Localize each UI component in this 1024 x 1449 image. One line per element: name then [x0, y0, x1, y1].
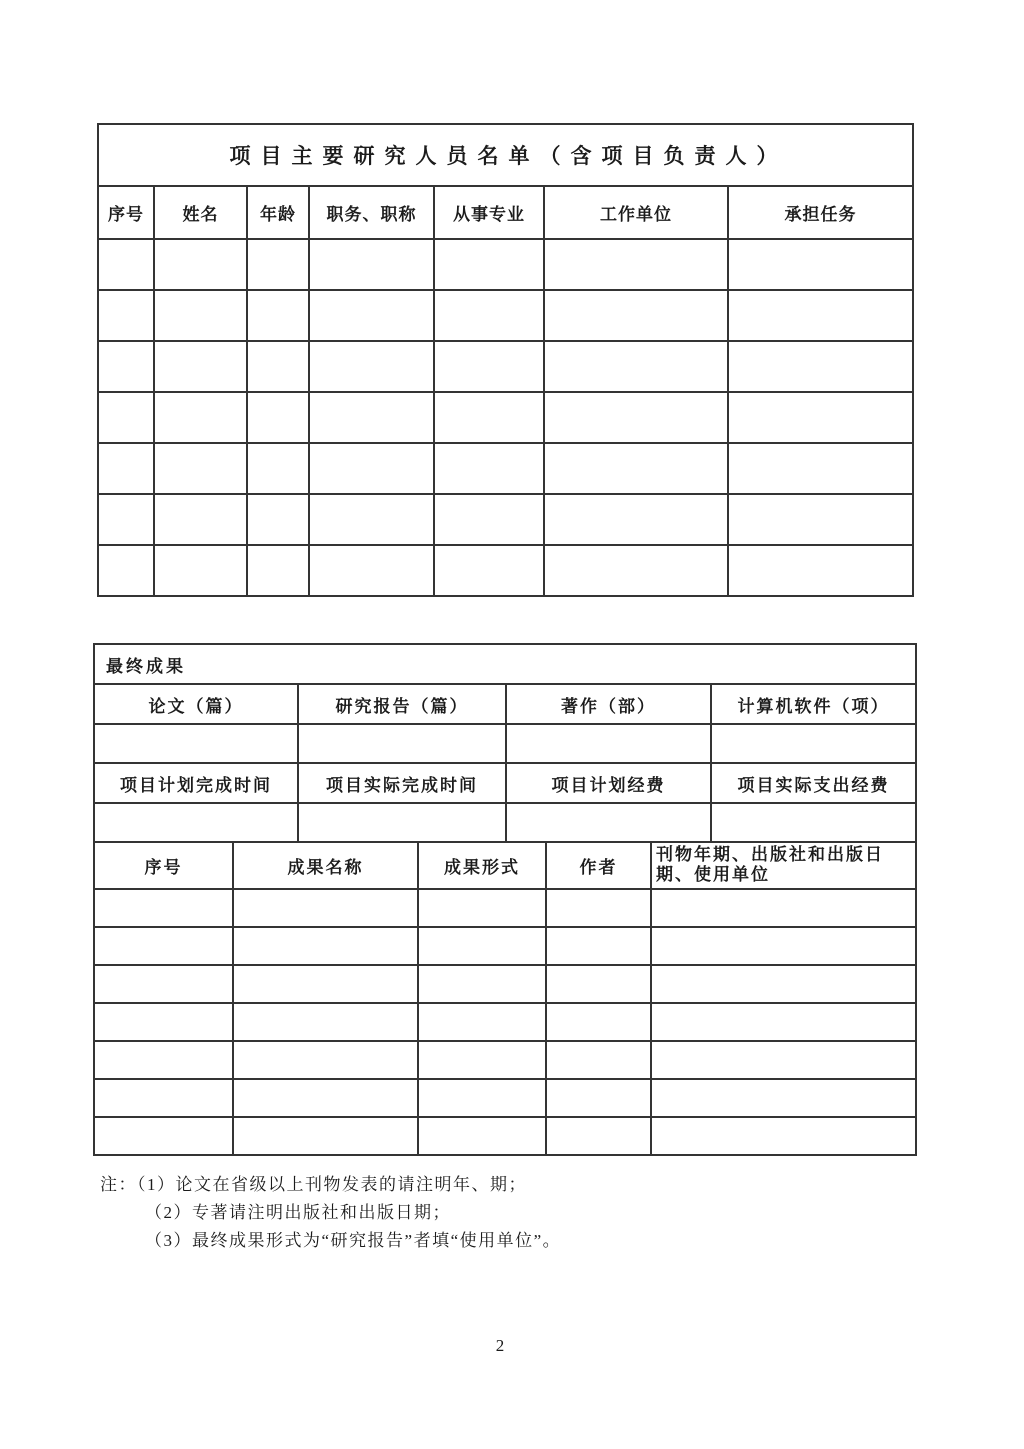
col-header-detail-index: 序号 [94, 842, 233, 889]
final-results-label-row [94, 644, 916, 684]
col-header-publication-info: 刊物年期、出版社和出版日期、使用单位 [651, 842, 916, 889]
output-value-row [94, 724, 916, 763]
empty-row [98, 392, 913, 443]
empty-cell [309, 494, 434, 545]
empty-cell [309, 290, 434, 341]
empty-cell [233, 1079, 418, 1117]
col-header-result-name: 成果名称 [233, 842, 418, 889]
empty-cell [728, 392, 913, 443]
empty-cell [418, 965, 546, 1003]
empty-cell [309, 443, 434, 494]
detail-header-row [94, 842, 916, 889]
empty-row [98, 443, 913, 494]
empty-cell [94, 965, 233, 1003]
empty-cell [247, 545, 309, 596]
col-header-name: 姓名 [154, 186, 247, 239]
empty-cell [247, 443, 309, 494]
col-header-index: 序号 [98, 186, 154, 239]
empty-cell [434, 239, 544, 290]
empty-cell [544, 443, 728, 494]
col-header-position: 职务、职称 [309, 186, 434, 239]
empty-cell [98, 494, 154, 545]
personnel-header-row [98, 186, 913, 239]
empty-cell [418, 1117, 546, 1155]
empty-cell [434, 392, 544, 443]
col-header-profession: 从事专业 [434, 186, 544, 239]
empty-cell [544, 545, 728, 596]
empty-cell [434, 494, 544, 545]
col-header-planned-finish: 项目计划完成时间 [94, 763, 298, 803]
empty-cell [154, 545, 247, 596]
empty-cell [711, 803, 916, 842]
empty-cell [544, 290, 728, 341]
empty-cell [233, 1003, 418, 1041]
empty-cell [94, 1003, 233, 1041]
empty-cell [94, 1079, 233, 1117]
empty-cell [651, 1003, 916, 1041]
empty-cell [418, 1003, 546, 1041]
col-header-actual-spend: 项目实际支出经费 [711, 763, 916, 803]
empty-cell [154, 494, 247, 545]
note-prefix: 注： [100, 1175, 137, 1194]
note-line-1 [100, 1171, 740, 1199]
empty-cell [154, 443, 247, 494]
empty-row [94, 1079, 916, 1117]
empty-cell [309, 239, 434, 290]
schedule-header-row [94, 763, 916, 803]
empty-cell [711, 724, 916, 763]
empty-cell [247, 239, 309, 290]
empty-cell [98, 290, 154, 341]
personnel-title-row [98, 124, 913, 186]
empty-cell [309, 341, 434, 392]
empty-cell [434, 545, 544, 596]
empty-cell [94, 927, 233, 965]
empty-cell [651, 1117, 916, 1155]
notes-block [100, 1171, 740, 1255]
note-item-1: （1）论文在省级以上刊物发表的请注明年、期； [137, 1175, 527, 1194]
empty-cell [546, 927, 651, 965]
empty-row [94, 1003, 916, 1041]
empty-cell [651, 927, 916, 965]
empty-cell [544, 341, 728, 392]
personnel-table-title: 项目主要研究人员名单（含项目负责人） [98, 124, 913, 186]
empty-cell [309, 545, 434, 596]
empty-cell [154, 341, 247, 392]
empty-cell [418, 1079, 546, 1117]
empty-cell [94, 1117, 233, 1155]
empty-cell [418, 1041, 546, 1079]
empty-cell [98, 392, 154, 443]
col-header-workunit: 工作单位 [544, 186, 728, 239]
empty-cell [546, 1003, 651, 1041]
empty-row [98, 239, 913, 290]
empty-cell [94, 889, 233, 927]
empty-cell [546, 965, 651, 1003]
col-header-reports: 研究报告（篇） [298, 684, 506, 724]
empty-row [94, 965, 916, 1003]
empty-cell [728, 494, 913, 545]
note-line-3: （3）最终成果形式为“研究报告”者填“使用单位”。 [145, 1231, 562, 1250]
empty-row [98, 290, 913, 341]
empty-cell [94, 1041, 233, 1079]
empty-cell [233, 1117, 418, 1155]
empty-cell [544, 494, 728, 545]
empty-cell [247, 392, 309, 443]
empty-cell [98, 545, 154, 596]
empty-cell [98, 443, 154, 494]
col-header-result-form: 成果形式 [418, 842, 546, 889]
empty-cell [434, 443, 544, 494]
empty-cell [506, 724, 711, 763]
empty-cell [728, 443, 913, 494]
empty-cell [247, 494, 309, 545]
empty-cell [651, 1041, 916, 1079]
personnel-table [97, 123, 914, 597]
empty-cell [247, 290, 309, 341]
empty-cell [154, 239, 247, 290]
output-header-row [94, 684, 916, 724]
empty-cell [154, 290, 247, 341]
schedule-value-row [94, 803, 916, 842]
empty-cell [233, 889, 418, 927]
col-header-planned-budget: 项目计划经费 [506, 763, 711, 803]
empty-cell [544, 239, 728, 290]
empty-row [98, 341, 913, 392]
empty-cell [728, 341, 913, 392]
empty-cell [94, 724, 298, 763]
empty-cell [506, 803, 711, 842]
empty-cell [233, 927, 418, 965]
empty-cell [546, 1117, 651, 1155]
empty-cell [98, 341, 154, 392]
col-header-actual-finish: 项目实际完成时间 [298, 763, 506, 803]
empty-cell [98, 239, 154, 290]
empty-cell [418, 927, 546, 965]
empty-cell [298, 724, 506, 763]
empty-cell [651, 889, 916, 927]
empty-row [94, 1041, 916, 1079]
empty-cell [651, 1079, 916, 1117]
note-line-2: （2）专著请注明出版社和出版日期； [145, 1203, 451, 1222]
empty-row [94, 927, 916, 965]
empty-cell [544, 392, 728, 443]
empty-cell [546, 889, 651, 927]
col-header-author: 作者 [546, 842, 651, 889]
empty-row [98, 494, 913, 545]
final-results-table [93, 643, 917, 1156]
col-header-books: 著作（部） [506, 684, 711, 724]
empty-cell [434, 290, 544, 341]
empty-cell [546, 1079, 651, 1117]
empty-cell [546, 1041, 651, 1079]
page-number: 2 [495, 1336, 505, 1355]
col-header-software: 计算机软件（项） [711, 684, 916, 724]
col-header-task: 承担任务 [728, 186, 913, 239]
empty-cell [418, 889, 546, 927]
empty-cell [247, 341, 309, 392]
empty-cell [233, 965, 418, 1003]
empty-cell [233, 1041, 418, 1079]
col-header-age: 年龄 [247, 186, 309, 239]
empty-row [94, 889, 916, 927]
empty-cell [94, 803, 298, 842]
empty-row [94, 1117, 916, 1155]
empty-cell [298, 803, 506, 842]
empty-cell [154, 392, 247, 443]
final-results-label: 最终成果 [94, 644, 916, 684]
empty-cell [728, 290, 913, 341]
empty-cell [728, 239, 913, 290]
empty-cell [434, 341, 544, 392]
empty-row [98, 545, 913, 596]
col-header-papers: 论文（篇） [94, 684, 298, 724]
empty-cell [728, 545, 913, 596]
empty-cell [651, 965, 916, 1003]
empty-cell [309, 392, 434, 443]
